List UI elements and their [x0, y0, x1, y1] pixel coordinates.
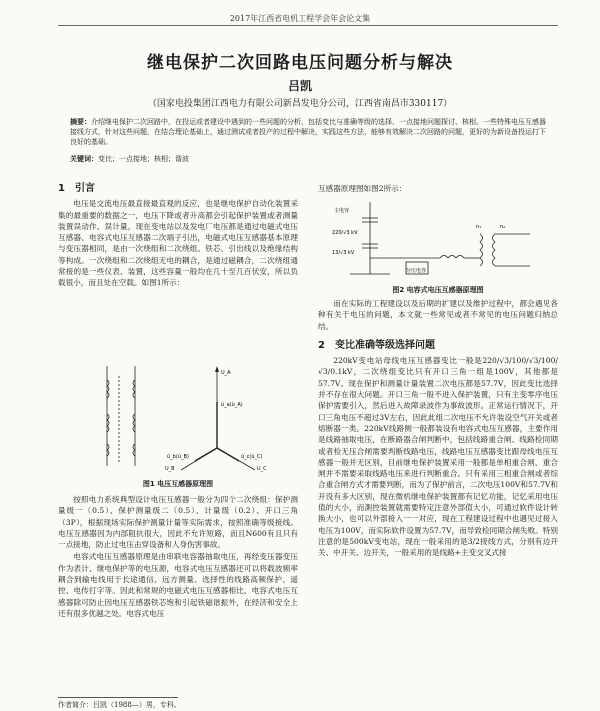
figure-1-caption: 图1 电压互感器原理图: [142, 480, 214, 488]
ratio-paragraph: 220kV变电站母线电压互感器变比一般是220/√3/100/√3/100/√3/0.1kV，二次绕组变比只有开口三角一组是100V，其他都是57.7V。现在保护和测量计量装置二次电压都是57.7V，因此变比选择并不存在很大问题。开口三角一般不进入保护装置，只有主变零序电压保护需要引入，然后进入故障录波作为事故波形。正常运行情况下，开口三角电压不超过3V左右，因此此组二次电压不允许装设空气开关或者熔断器一类。220kV线路侧一般都装设有电容式电压互感器，主要作用是线路抽取电压，在断路器合闸判断中，包括线路重合闸、线路检同期或者检无压合闸需要判断线路电压，线路电压互感器变比跟母线电压互感器一般并无区别，目前继电保护装置采用一般都是单相重合闸，重合闸并不需要采取线路电压来进行判断重合。只有采用三相重合闸或者综合重合闸方式才需要判断，而为了保护前言，二次电压100V和57.7V和开没有多大区别，现在微机继电保护装置都有记忆功能，记忆采用电压值的大小，而測控装置就需要特定注意外部值大小，可通过软件设计转换大小，也可以外部接入一一对应，现在工程建设过程中也遇见过接入电压为100V，而实际软件设置为57.7V，而导致检同期合闸失败。特别注意的是500kV变电站，现在一般采用的是3/2接线方式，分别有边开关、中开关、边开关，一般采用的是线路+主变交叉式接: [318, 356, 558, 558]
vt-windings-paragraph: 按照电力系统典型设计电压互感器一般分为四个二次绕组：保护测量级一（0.5）、保护测量级二（0.5）、计量级（0.2）、开口三角（3P），根据现场实际保护测量计量等实际需求，按照准确等级接线。电压互感器因为内部阻抗很大，因此不允许短路，而且N600有且只有一点接地，防止过电压击穿设备和人身伤害事故。: [58, 495, 298, 550]
author-name: 吕凯: [287, 79, 312, 93]
keywords-text: 变比；一点接地；核相；谐波: [98, 155, 189, 163]
cvt-continuation: 互感器原理图如图2所示：: [318, 184, 407, 193]
footnote-rule: [58, 697, 178, 698]
author-affiliation: （国家电投集团江西电力有限公司新昌发电分公司，江西省南昌市330117）: [147, 99, 453, 109]
abstract: [70, 117, 550, 147]
problems-intro-paragraph: 而在实际的工程建设以及后期的扩建以及维护过程中，都会遇见各种有关于电压的问题，本文就一些常见或者不常见的电压问题归纳总结。: [318, 299, 558, 331]
figure-2-caption: 图2 电容式电压互感器原理图: [392, 286, 484, 294]
fig2-label-kv1: 220/√3 kV: [332, 230, 358, 236]
fig2-label-small: 分压电容: [406, 268, 427, 274]
section-heading-intro: 1 引言: [58, 183, 95, 194]
fig1-label-ub-out: ù_b(ù_B): [167, 454, 189, 460]
fig1-label-ub: U_B: [165, 466, 175, 472]
author-footnote: 作者简介：吕凯（1988—）男，专科。: [58, 701, 181, 709]
keywords: [70, 154, 550, 164]
fig1-label-ua: U_A: [221, 370, 231, 376]
left-column-upper: [58, 183, 298, 289]
paper-title: 继电保护二次回路电压问题分析与解决: [147, 53, 453, 73]
header-rule: [58, 25, 558, 26]
intro-paragraph: 电压是交流电压最直接最直观的反应，也是继电保护自动化装置采集的最重要的数据之一，电压下降或者升高都会引起保护装置或者测量装置误动作、误计量，现在变电站以及发电厂电压都是通过电磁式电压互感器、电容式电压互感器二次端子引出，电磁式电压互感器基本原理与变压器相同，是由一次绕组和二次绕组、铁芯、引出线以及绝缘结构等构成。一次绕组和二次绕组无电的耦合，是通过磁耦合，二次绕组通常接的是一些仪表、装置，这些容量一般均在几十至几百伏安，所以负载很小，而且处在空载。如图1所示：: [58, 199, 298, 288]
figure-2-cvt-diagram: [330, 198, 550, 278]
fig2-label-kv2: 13/√3 kV: [332, 250, 355, 256]
cvt-paragraph: 电容式电压互感器原理是由串联电容器抽取电压，再经变压器变压作为表计、继电保护等的电压源，电容式电压互感器还可以将载波频率耦合到输电线用于长途通信、远方测量、选择性的线路高频保护、遥控、电传打字等。因此和常规的电磁式电压互感器相比，电容式电压互感器除可防止因电压互感器铁芯饱和引起铁磁谐振外，在经济和安全上还有很多优越之处。电容式电压: [58, 552, 298, 618]
abstract-text: 介绍继电保护二次回路中，在投运或者建设中遇到的一些问题的分析，包括变比与准确等级的选择、一点接地问题探讨、核相、一些特殊电压互感器接线方式，针对这些问题，在结合理论基础上，通过测试或者投产的过程中解决，实践这些方法，能够有效解决二次回路的问题，更好的为新设备投运打下良好的基础。: [70, 118, 546, 146]
right-column-main: [318, 298, 558, 559]
fig2-label-main: 主电容: [334, 208, 350, 214]
keywords-label: 关键词：: [70, 155, 98, 163]
figure-1-vt-diagram: [95, 362, 290, 474]
running-header: 2017年江西省电机工程学会年会论文集: [229, 14, 371, 23]
right-column-top: [318, 183, 558, 194]
fig1-label-ua-out: ù_a(ù_A): [221, 402, 243, 408]
fig2-label-n1: n₁: [476, 224, 482, 230]
abstract-label: 摘要：: [70, 118, 91, 126]
left-column-lower: [58, 494, 298, 619]
section-heading-ratio: 2 变比准确等级选择问题: [318, 339, 435, 351]
fig2-label-n2: n₂: [500, 224, 506, 230]
fig1-label-uc: U_C: [257, 466, 267, 472]
fig1-label-uc-out: ù_c(ù_C): [241, 454, 263, 460]
